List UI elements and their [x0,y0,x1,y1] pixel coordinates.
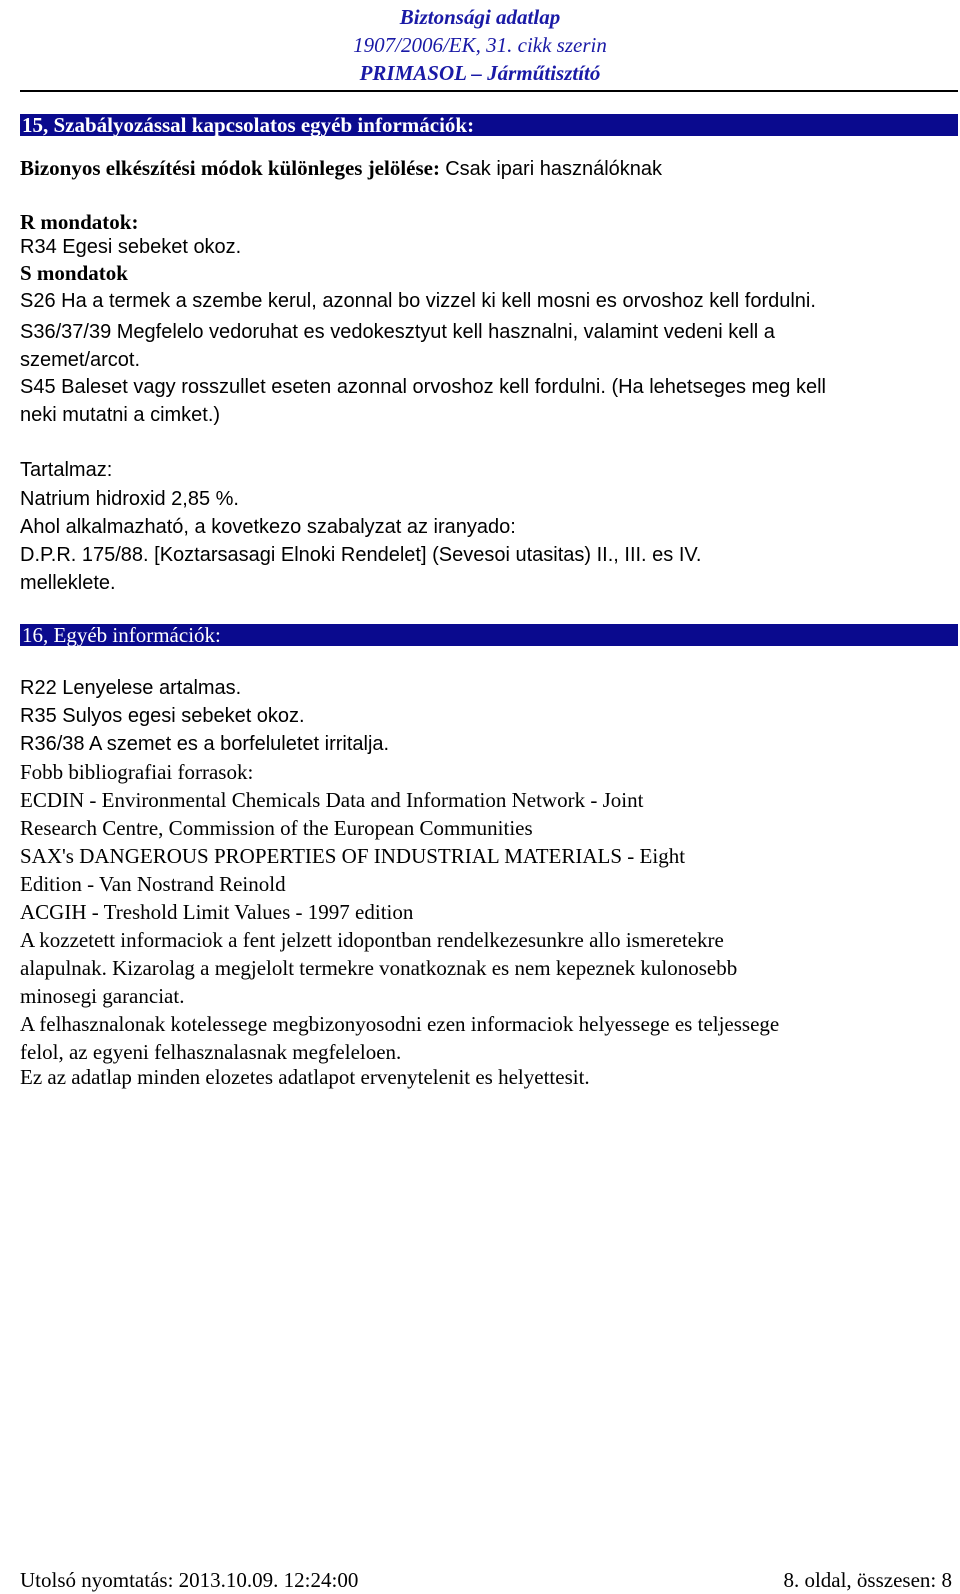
regulation-line1: D.P.R. 175/88. [Koztarsasagi Elnoki Rendelet] (Sevesoi utasitas) II., III. es IV. [20,544,702,566]
disclaimer-line1: A kozzetett informaciok a fent jelzett idopontban rendelkezesunkre allo ismeretekre [20,928,724,952]
header-regulation: 1907/2006/EK, 31. cikk szerin [353,33,607,57]
special-marking-value: Csak ipari használóknak [445,158,663,180]
s45-phrase-line2: neki mutatni a cimket.) [20,404,221,426]
footer-page-number: 8. oldal, összesen: 8 [783,1568,952,1592]
footer-print-date: Utolsó nyomtatás: 2013.10.09. 12:24:00 [20,1568,359,1592]
section-16-title: 16, Egyéb információk: [20,624,958,646]
special-marking [20,154,662,183]
source-sax-line2: Edition - Van Nostrand Reinold [20,872,286,896]
r-phrases-title: R mondatok: [20,210,139,234]
contains-label: Tartalmaz: [20,459,113,481]
source-acgih: ACGIH - Treshold Limit Values - 1997 edition [20,900,414,924]
disclaimer-line3: minosegi garanciat. [20,984,185,1008]
source-ecdin-line1: ECDIN - Environmental Chemicals Data and Information Network - Joint [20,788,644,812]
regulation-line2: melleklete. [20,572,116,594]
r22-phrase: R22 Lenyelese artalmas. [20,677,242,699]
user-duty-line2: felol, az egyeni felhasznalasnak megfeleloen. [20,1040,402,1064]
sources-label: Fobb bibliografiai forrasok: [20,760,254,784]
s45-phrase-line1: S45 Baleset vagy rosszullet eseten azonnal orvoshoz kell fordulni. (Ha lehetseges meg kell [20,376,826,398]
header-title: Biztonsági adatlap [399,5,561,29]
section-15-title: 15, Szabályozással kapcsolatos egyéb információk: [20,114,958,136]
s36-phrase-line2: szemet/arcot. [20,349,141,371]
s26-phrase: S26 Ha a termek a szembe kerul, azonnal bo vizzel ki kell mosni es orvoshoz kell fordulni. [20,290,816,312]
user-duty-line1: A felhasznalonak kotelessege megbizonyosodni ezen informaciok helyessege es teljessege [20,1012,780,1036]
special-marking-label: Bizonyos elkészítési módok különleges jelölése: [20,156,440,180]
source-ecdin-line2: Research Centre, Commission of the European Communities [20,816,533,840]
r36-38-phrase: R36/38 A szemet es a borfeluletet irritalja. [20,733,390,755]
r34-phrase: R34 Egesi sebeket okoz. [20,236,242,258]
s36-phrase-line1: S36/37/39 Megfelelo vedoruhat es vedokesztyut kell hasznalni, valamint vedeni kell a [20,321,775,343]
applicable-regulation: Ahol alkalmazható, a kovetkezo szabalyzat az iranyado: [20,516,516,538]
source-sax-line1: SAX's DANGEROUS PROPERTIES OF INDUSTRIAL MATERIALS - Eight [20,844,686,868]
disclaimer-line2: alapulnak. Kizarolag a megjelolt termekre vonatkoznak es nem kepeznek kulonosebb [20,956,738,980]
header-product: PRIMASOL – Járműtisztító [359,61,601,85]
header-rule [20,90,958,92]
document-header [0,3,960,87]
r35-phrase: R35 Sulyos egesi sebeket okoz. [20,705,305,727]
s-phrases-title: S mondatok [20,261,128,285]
replaces-notice: Ez az adatlap minden elozetes adatlapot ervenytelenit es helyettesit. [20,1065,590,1089]
contains-value: Natrium hidroxid 2,85 %. [20,488,239,510]
